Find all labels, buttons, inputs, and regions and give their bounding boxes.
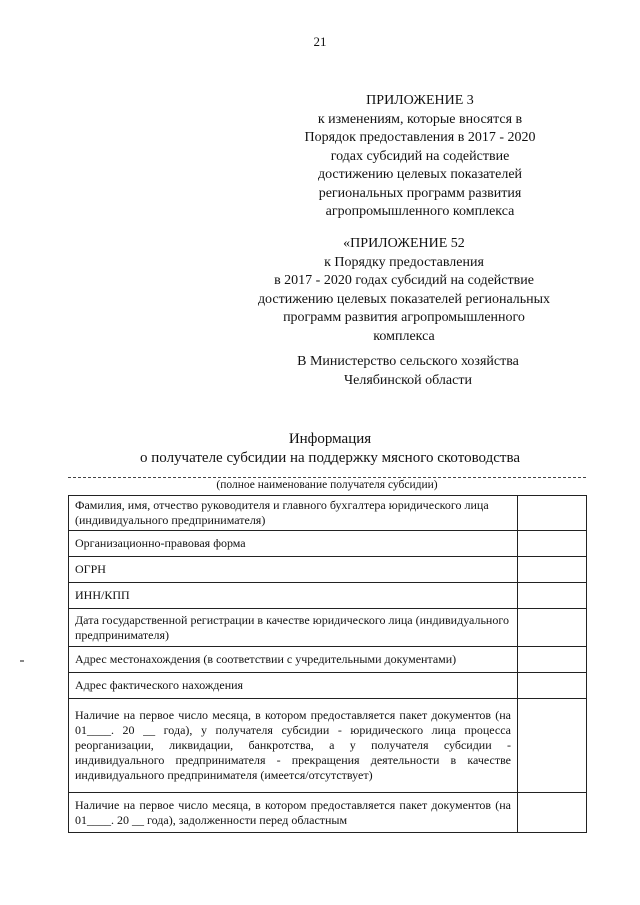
recipient-name-line xyxy=(68,477,586,478)
row-label: Наличие на первое число месяца, в котором предоставляется пакет документов (на 01____. 20 __ года), задолженности перед областным xyxy=(69,793,518,833)
row-label: Организационно-правовая форма xyxy=(69,531,518,557)
info-subtitle-line: о получателе субсидии на поддержку мясного скотоводства xyxy=(139,450,521,466)
table-row xyxy=(69,673,587,699)
appendix-52-line: к Порядку предоставления xyxy=(324,254,484,270)
recipient-info-table xyxy=(68,495,587,833)
appendix-52-line: в 2017 - 2020 годах субсидий на содействие xyxy=(274,273,534,288)
info-title-line: Информация xyxy=(288,431,372,447)
row-label: Наличие на первое число месяца, в котором предоставляется пакет документов (на 01____. 20 __ года), у получателя субсидии - юридического лица процесса реорганизации, ликвидации, банкротства, а у получателя субсидии - индивидуального предпринимателя - прекращения деятельности в качестве индивидуального предпринимателя (имеется/отсутствует) xyxy=(69,699,518,793)
table-row xyxy=(69,583,587,609)
appendix-52-line: достижению целевых показателей региональных xyxy=(257,291,551,307)
table-row xyxy=(69,793,587,833)
addressee xyxy=(278,353,538,390)
table-row xyxy=(69,557,587,583)
row-value-cell[interactable] xyxy=(518,557,587,583)
appendix-3-line: агропромышленного комплекса xyxy=(325,204,515,219)
table-row xyxy=(69,496,587,531)
appendix-3-line: региональных программ развития xyxy=(318,185,522,201)
table-row xyxy=(69,647,587,673)
appendix-3-header xyxy=(300,92,540,222)
row-value-cell[interactable] xyxy=(518,647,587,673)
row-label: Адрес фактического нахождения xyxy=(69,673,518,699)
appendix-52-header xyxy=(238,235,570,346)
appendix-3-line: Порядок предоставления в 2017 - 2020 xyxy=(304,130,536,145)
table-row xyxy=(69,699,587,793)
row-value-cell[interactable] xyxy=(518,609,587,647)
row-label: Адрес местонахождения (в соответствии с учредительными документами) xyxy=(69,647,518,673)
table-row xyxy=(69,609,587,647)
page-number: 21 xyxy=(313,34,327,49)
row-value-cell[interactable] xyxy=(518,699,587,793)
row-value-cell[interactable] xyxy=(518,531,587,557)
appendix-52-line: программ развития агропромышленного xyxy=(283,310,525,325)
row-value-cell[interactable] xyxy=(518,583,587,609)
appendix-3-title: ПРИЛОЖЕНИЕ 3 xyxy=(366,93,474,108)
appendix-3-line: годах субсидий на содействие xyxy=(330,148,510,164)
appendix-52-title: «ПРИЛОЖЕНИЕ 52 xyxy=(343,236,465,251)
margin-mark xyxy=(20,660,24,662)
appendix-3-line: достижению целевых показателей xyxy=(317,167,523,182)
addressee-line: В Министерство сельского хозяйства xyxy=(297,354,519,369)
recipient-caption: (полное наименование получателя субсидии) xyxy=(216,479,438,491)
appendix-3-line: к изменениям, которые вносятся в xyxy=(317,111,523,127)
row-label: Дата государственной регистрации в качестве юридического лица (индивидуального предпринимателя) xyxy=(69,609,518,647)
table-row xyxy=(69,531,587,557)
row-label: ИНН/КПП xyxy=(69,583,518,609)
row-label: Фамилия, имя, отчество руководителя и главного бухгалтера юридического лица (индивидуального предпринимателя) xyxy=(69,496,518,531)
row-value-cell[interactable] xyxy=(518,496,587,531)
appendix-52-line: комплекса xyxy=(373,328,435,344)
addressee-line: Челябинской области xyxy=(344,372,472,388)
row-value-cell[interactable] xyxy=(518,793,587,833)
row-value-cell[interactable] xyxy=(518,673,587,699)
info-title xyxy=(100,430,560,468)
row-label: ОГРН xyxy=(69,557,518,583)
